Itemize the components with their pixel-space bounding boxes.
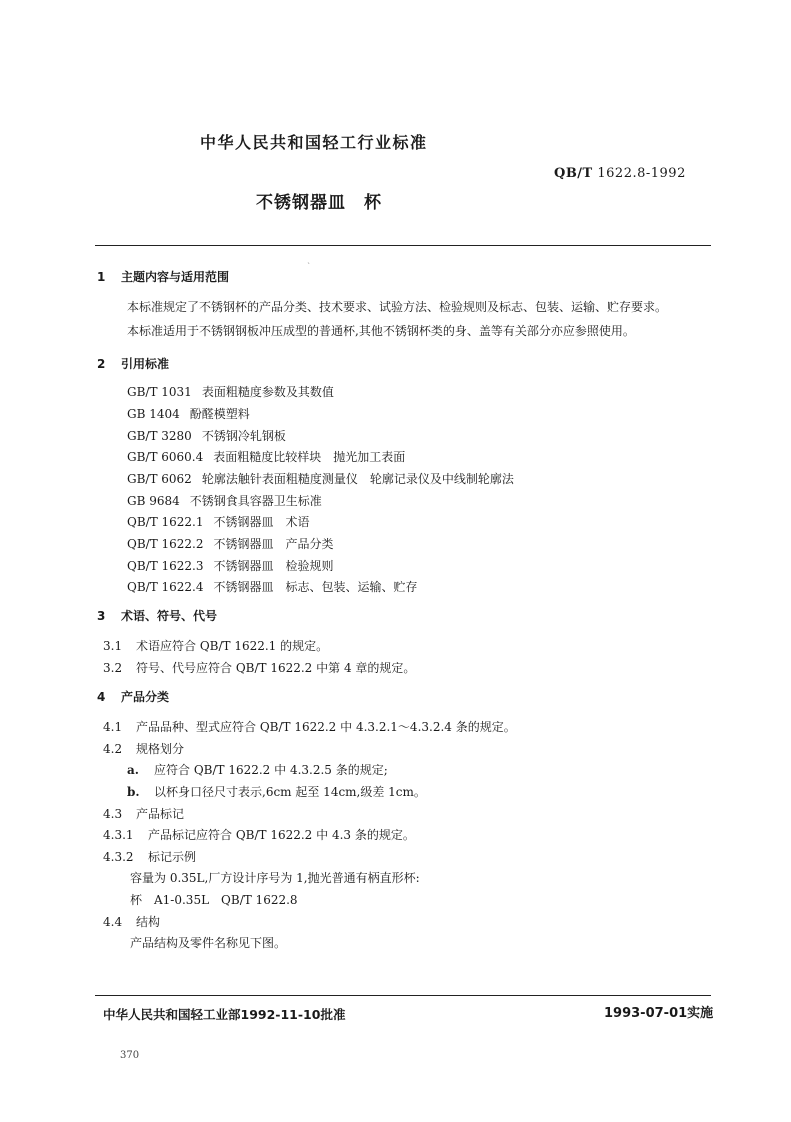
section-1-paragraph-2: 本标准适用于不锈钢钢板冲压成型的普通杯,其他不锈钢杯类的身、盖等有关部分亦应参照使用。 xyxy=(127,324,635,338)
section-title: 主题内容与适用范围 xyxy=(121,270,230,284)
reference-item xyxy=(127,535,334,552)
clause-4-2 xyxy=(103,740,184,757)
reference-title: 不锈钢器皿 产品分类 xyxy=(213,537,334,551)
footer-rule xyxy=(95,995,711,996)
section-title: 产品分类 xyxy=(121,690,170,704)
section-1-heading xyxy=(97,268,229,285)
section-number: 2 xyxy=(97,357,106,371)
clause-text: 术语应符合 QB/T 1622.1 的规定。 xyxy=(136,639,329,653)
list-item-a xyxy=(127,761,388,778)
clause-4-3-1 xyxy=(103,826,415,843)
reference-item xyxy=(127,513,310,530)
reference-code: GB/T 6062 xyxy=(127,472,192,486)
section-number: 3 xyxy=(97,609,106,623)
effective-date: 1993-07-01实施 xyxy=(604,1006,714,1021)
clause-number: 3.2 xyxy=(103,661,123,675)
section-1-paragraph-1: 本标准规定了不锈钢杯的产品分类、技术要求、试验方法、检验规则及标志、包装、运输、贮存要求。 xyxy=(127,300,668,314)
org-title: 中华人民共和国轻工行业标准 xyxy=(200,133,428,152)
page-number: 370 xyxy=(120,1050,140,1061)
reference-title: 表面粗糙度参数及其数值 xyxy=(201,385,334,399)
reference-code: GB/T 1031 xyxy=(127,385,192,399)
clause-number: 4.2 xyxy=(103,742,123,756)
reference-item xyxy=(127,578,418,595)
reference-item xyxy=(127,427,286,444)
reference-title: 不锈钢器皿 检验规则 xyxy=(213,559,334,573)
clause-number: 4.1 xyxy=(103,720,123,734)
standard-prefix: QB/T xyxy=(554,166,593,181)
approval-line: 中华人民共和国轻工业部1992-11-10批准 xyxy=(103,1007,346,1022)
reference-item xyxy=(127,492,322,509)
reference-item xyxy=(127,405,250,422)
standard-code: 1622.8-1992 xyxy=(597,166,686,181)
header-rule xyxy=(95,245,711,246)
reference-item xyxy=(127,470,514,487)
clause-3-1 xyxy=(103,637,328,654)
reference-code: QB/T 1622.3 xyxy=(127,559,204,573)
section-title: 引用标准 xyxy=(121,357,170,371)
standard-number xyxy=(554,166,686,181)
reference-title: 轮廓法触针表面粗糙度测量仪 轮廓记录仪及中线制轮廓法 xyxy=(201,472,514,486)
reference-code: GB/T 3280 xyxy=(127,429,192,443)
section-number: 4 xyxy=(97,690,106,704)
marking-example-line-1: 容量为 0.35L,厂方设计序号为 1,抛光普通有柄直形杯: xyxy=(130,871,420,885)
section-4-heading xyxy=(97,688,169,705)
reference-title: 不锈钢器皿 术语 xyxy=(213,515,310,529)
clause-text: 符号、代号应符合 QB/T 1622.2 中第 4 章的规定。 xyxy=(136,661,416,675)
reference-item xyxy=(127,383,334,400)
clause-text: 产品标记应符合 QB/T 1622.2 中 4.3 条的规定。 xyxy=(148,828,415,842)
marking-example-line-2: 杯 A1-0.35L QB/T 1622.8 xyxy=(130,893,298,907)
clause-text: 结构 xyxy=(136,915,161,929)
clause-text: 规格划分 xyxy=(136,742,185,756)
reference-title: 不锈钢器皿 标志、包装、运输、贮存 xyxy=(213,580,418,594)
reference-item xyxy=(127,557,334,574)
clause-text: 产品标记 xyxy=(136,807,185,821)
clause-4-3 xyxy=(103,805,184,822)
section-2-heading xyxy=(97,355,169,372)
reference-title: 不锈钢食具容器卫生标准 xyxy=(189,494,322,508)
list-text: 应符合 QB/T 1622.2 中 4.3.2.5 条的规定; xyxy=(154,763,388,777)
reference-title: 表面粗糙度比较样块 抛光加工表面 xyxy=(213,450,406,464)
reference-code: QB/T 1622.1 xyxy=(127,515,204,529)
clause-3-2 xyxy=(103,659,415,676)
section-number: 1 xyxy=(97,270,106,284)
reference-title: 酚醛模塑料 xyxy=(189,407,250,421)
section-3-heading xyxy=(97,607,217,624)
reference-title: 不锈钢冷轧钢板 xyxy=(201,429,286,443)
list-item-b xyxy=(127,783,426,800)
reference-code: GB/T 6060.4 xyxy=(127,450,204,464)
clause-number: 3.1 xyxy=(103,639,123,653)
list-marker: a. xyxy=(127,763,139,777)
clause-number: 4.3 xyxy=(103,807,123,821)
reference-code: QB/T 1622.2 xyxy=(127,537,204,551)
clause-number: 4.4 xyxy=(103,915,123,929)
reference-code: GB 1404 xyxy=(127,407,180,421)
structure-note: 产品结构及零件名称见下图。 xyxy=(130,936,287,950)
reference-code: GB 9684 xyxy=(127,494,180,508)
clause-text: 标记示例 xyxy=(148,850,197,864)
clause-4-3-2 xyxy=(103,848,196,865)
reference-code: QB/T 1622.4 xyxy=(127,580,204,594)
clause-number: 4.3.1 xyxy=(103,828,134,842)
clause-text: 产品品种、型式应符合 QB/T 1622.2 中 4.3.2.1～4.3.2.4 条的规定。 xyxy=(136,720,516,734)
section-title: 术语、符号、代号 xyxy=(121,609,218,623)
list-text: 以杯身口径尺寸表示,6cm 起至 14cm,级差 1cm。 xyxy=(154,785,426,799)
list-marker: b. xyxy=(127,785,140,799)
clause-number: 4.3.2 xyxy=(103,850,134,864)
clause-4-4 xyxy=(103,913,160,930)
clause-4-1 xyxy=(103,718,516,735)
scan-mark: ` xyxy=(307,262,311,271)
reference-item xyxy=(127,448,405,465)
doc-title: 不锈钢器皿 杯 xyxy=(256,193,382,213)
